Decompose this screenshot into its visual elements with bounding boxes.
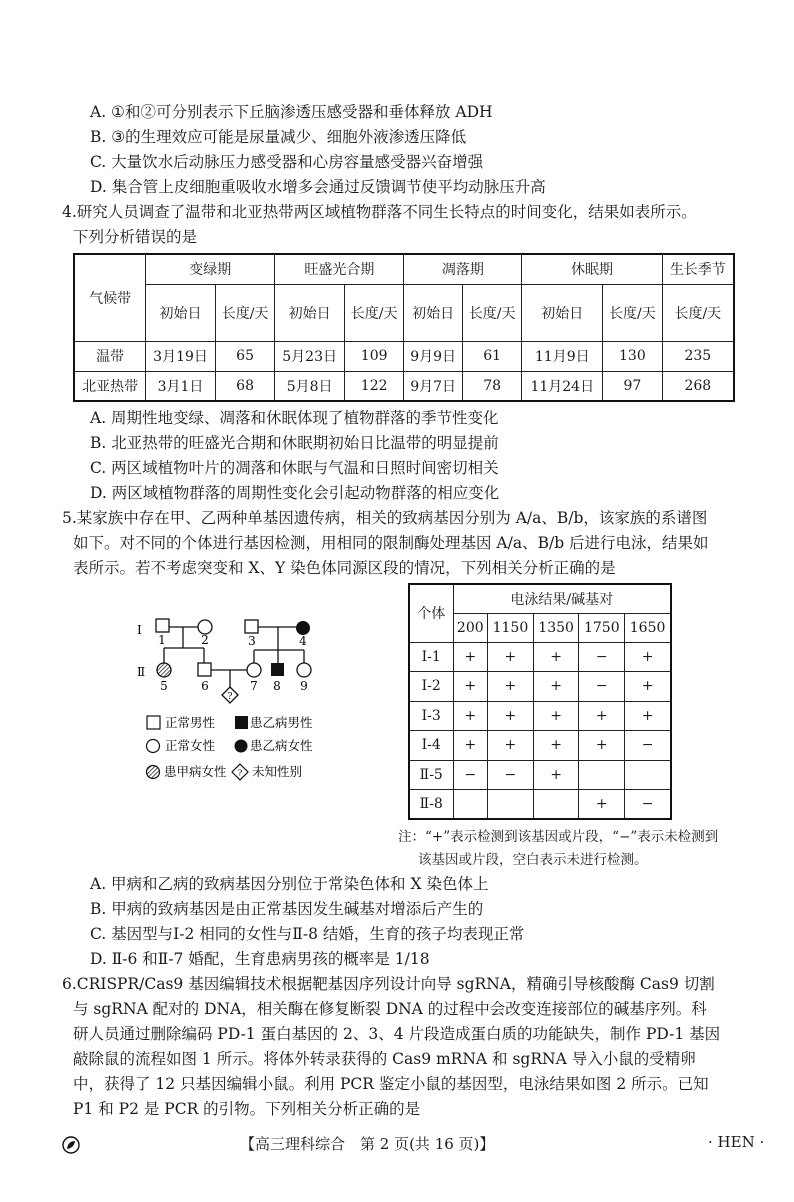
row-header: Ⅰ-1	[409, 642, 453, 672]
legend-normal-female-icon	[147, 740, 160, 753]
cell: −	[579, 642, 625, 672]
unknown-mark: ?	[227, 692, 233, 702]
cell: +	[488, 731, 534, 761]
cell: −	[453, 760, 488, 790]
legend-label: 正常男性	[165, 715, 216, 730]
legend-label: 患乙病女性	[250, 738, 313, 753]
id-label: 7	[250, 679, 258, 693]
legend-normal-male-icon	[147, 716, 160, 729]
cell: 3月19日	[146, 341, 216, 371]
cell: 北亚热带	[74, 371, 146, 401]
cell: −	[625, 790, 671, 820]
affected-a-female-icon	[157, 663, 171, 677]
cell: +	[533, 672, 579, 702]
q5-option-c: C. 基因型与Ⅰ-2 相同的女性与Ⅱ-8 结婚，生育的孩子均表现正常	[90, 925, 525, 943]
subheader: 初始日	[522, 284, 603, 341]
cell: +	[625, 672, 671, 702]
leaf-logo-icon	[62, 1136, 80, 1154]
q5-option-d: D. Ⅱ-6 和Ⅱ-7 婚配，生育患病男孩的概率是 1/18	[90, 950, 430, 968]
cell: +	[625, 701, 671, 731]
option-c: C. 大量饮水后动脉压力感受器和心房容量感受器兴奋增强	[90, 153, 484, 171]
legend-affected-b-male-icon	[235, 716, 248, 729]
normal-male-icon	[245, 620, 258, 633]
id-label: 6	[201, 679, 209, 693]
cell: 11月24日	[522, 371, 603, 401]
cell: +	[453, 672, 488, 702]
table-row	[409, 731, 671, 761]
subheader: 初始日	[275, 284, 345, 341]
cell: 61	[462, 341, 522, 371]
footer-code: · HEN ·	[708, 1133, 765, 1151]
cell: 109	[344, 341, 404, 371]
header-group: 生长季节	[662, 254, 734, 284]
cell	[579, 760, 625, 790]
id-label: 3	[248, 634, 256, 648]
table-row	[409, 760, 671, 790]
subheader: 长度/天	[603, 284, 663, 341]
cell: +	[453, 701, 488, 731]
col-header: 1150	[488, 613, 534, 642]
cell: +	[488, 642, 534, 672]
header-group: 休眠期	[522, 254, 662, 284]
id-label: 4	[299, 634, 307, 648]
cell: +	[533, 701, 579, 731]
header-group: 旺盛光合期	[275, 254, 404, 284]
cell: 11月9日	[522, 341, 603, 371]
gen-label: Ⅱ	[137, 665, 146, 679]
cell: −	[625, 731, 671, 761]
q6-stem-6: P1 和 P2 是 PCR 的引物。下列相关分析正确的是	[73, 1100, 421, 1118]
normal-female-icon	[247, 663, 261, 677]
q5-stem-1: 5.某家族中存在甲、乙两种单基因遗传病，相关的致病基因分别为 A/a、B/b，该家族的系谱图	[62, 509, 708, 527]
row-header: Ⅰ-3	[409, 701, 453, 731]
q6-stem-1: 6.CRISPR/Cas9 基因编辑技术根据靶基因序列设计向导 sgRNA，精确引导核酸酶 Cas9 切割	[62, 975, 715, 993]
q6-stem-2: 与 sgRNA 配对的 DNA，相关酶在修复断裂 DNA 的过程中会改变连接部位的碱基序列。科	[73, 1000, 707, 1018]
normal-female-icon	[297, 663, 311, 677]
q5-option-b: B. 甲病的致病基因是由正常基因发生碱基对增添后产生的	[90, 900, 484, 918]
affected-b-male-icon	[271, 663, 284, 676]
subheader: 长度/天	[662, 284, 734, 341]
col-header: 200	[453, 613, 488, 642]
legend-label: 未知性别	[252, 764, 303, 779]
subheader: 初始日	[404, 284, 462, 341]
legend-label: 正常女性	[165, 738, 216, 753]
cell: 温带	[74, 341, 146, 371]
q6-stem-3: 研人员通过删除编码 PD-1 蛋白基因的 2、3、4 片段造成蛋白质的功能缺失，制作 PD-1 基因	[73, 1025, 721, 1043]
cell	[533, 790, 579, 820]
affected-b-female-icon	[296, 621, 310, 635]
header-climate: 气候带	[74, 254, 146, 341]
cell: +	[533, 760, 579, 790]
legend-affected-b-female-icon	[235, 740, 248, 753]
table-row	[409, 642, 671, 672]
q4-option-c: C. 两区域植物叶片的凋落和休眠与气温和日照时间密切相关	[90, 459, 499, 477]
gen-label: Ⅰ	[137, 623, 142, 637]
option-a: A. ①和②可分别表示下丘脑渗透压感受器和垂体释放 ADH	[90, 103, 493, 121]
option-d: D. 集合管上皮细胞重吸收水增多会通过反馈调节使平均动脉压升高	[90, 178, 546, 196]
id-label: 2	[201, 633, 209, 647]
q6-stem-4: 敲除鼠的流程如图 1 所示。将体外转录获得的 Cas9 mRNA 和 sgRNA 导入小鼠的受精卵	[73, 1050, 696, 1068]
cell	[488, 790, 534, 820]
cell: 5月8日	[275, 371, 345, 401]
cell: 122	[344, 371, 404, 401]
table-note-1: 注：“+”表示检测到该基因或片段，“−”表示未检测到	[398, 829, 719, 845]
cell: 68	[215, 371, 275, 401]
header-group: 变绿期	[146, 254, 275, 284]
page-footer: 【高三理科综合 第 2 页(共 16 页)】	[240, 1135, 495, 1153]
cell: +	[533, 731, 579, 761]
option-b: B. ③的生理效应可能是尿量减少、细胞外液渗透压降低	[90, 128, 467, 146]
q5-stem-2: 如下。对不同的个体进行基因检测，用相同的限制酶处理基因 A/a、B/b 后进行电泳，结果如	[73, 534, 709, 552]
header-title: 电泳结果/碱基对	[453, 584, 671, 613]
col-header: 1650	[625, 613, 671, 642]
row-header: Ⅰ-2	[409, 672, 453, 702]
cell: +	[453, 642, 488, 672]
header-group: 凋落期	[404, 254, 522, 284]
id-label: 9	[300, 679, 308, 693]
cell: 9月7日	[404, 371, 462, 401]
cell: +	[579, 731, 625, 761]
subheader: 长度/天	[462, 284, 522, 341]
normal-male-icon	[198, 663, 211, 676]
legend-affected-a-female-icon	[147, 766, 160, 779]
col-header: 1750	[579, 613, 625, 642]
table-note-2: 该基因或片段，空白表示未进行检测。	[418, 852, 648, 868]
col-header: 1350	[533, 613, 579, 642]
cell: 65	[215, 341, 275, 371]
table-row	[409, 790, 671, 820]
q4-stem-1: 4.研究人员调查了温带和北亚热带两区域植物群落不同生长特点的时间变化，结果如表所示。	[62, 203, 697, 221]
id-label: 1	[158, 633, 166, 647]
cell: −	[488, 760, 534, 790]
legend-label: 患乙病男性	[250, 715, 313, 730]
cell: +	[579, 790, 625, 820]
cell: +	[453, 731, 488, 761]
cell: 5月23日	[275, 341, 345, 371]
legend-label: 患甲病女性	[164, 764, 227, 779]
cell: 78	[462, 371, 522, 401]
row-header: Ⅰ-4	[409, 731, 453, 761]
cell: 130	[603, 341, 663, 371]
cell: +	[625, 642, 671, 672]
q6-stem-5: 中，获得了 12 只基因编辑小鼠。利用 PCR 鉴定小鼠的基因型，电泳结果如图 2 所示。已知	[73, 1075, 709, 1093]
row-header: Ⅱ-5	[409, 760, 453, 790]
cell: +	[488, 672, 534, 702]
q4-option-b: B. 北亚热带的旺盛光合期和休眠期初始日比温带的明显提前	[90, 434, 499, 452]
cell	[625, 760, 671, 790]
subheader: 长度/天	[215, 284, 275, 341]
id-label: 5	[160, 679, 168, 693]
id-label: 8	[273, 679, 281, 693]
q4-option-a: A. 周期性地变绿、凋落和休眠体现了植物群落的季节性变化	[90, 409, 499, 427]
cell: 3月1日	[146, 371, 216, 401]
header-individual: 个体	[409, 584, 453, 642]
q5-stem-3: 表所示。若不考虑突变和 X、Y 染色体同源区段的情况，下列相关分析正确的是	[73, 559, 616, 577]
cell: 97	[603, 371, 663, 401]
subheader: 长度/天	[344, 284, 404, 341]
normal-male-icon	[156, 619, 169, 632]
table-row	[409, 672, 671, 702]
q4-option-d: D. 两区域植物群落的周期性变化会引起动物群落的相应变化	[90, 484, 500, 502]
q4-stem-2: 下列分析错误的是	[73, 228, 198, 246]
subheader: 初始日	[146, 284, 216, 341]
cell: 268	[662, 371, 734, 401]
cell: −	[579, 672, 625, 702]
normal-female-icon	[198, 620, 212, 634]
table-row	[409, 701, 671, 731]
cell: +	[579, 701, 625, 731]
row-header: Ⅱ-8	[409, 790, 453, 820]
q5-option-a: A. 甲病和乙病的致病基因分别位于常染色体和 X 染色体上	[90, 875, 489, 893]
electrophoresis-table	[408, 583, 672, 820]
unknown-mark: ?	[237, 768, 243, 779]
cell: +	[488, 701, 534, 731]
cell: 9月9日	[404, 341, 462, 371]
cell	[453, 790, 488, 820]
cell: 235	[662, 341, 734, 371]
cell: +	[533, 642, 579, 672]
